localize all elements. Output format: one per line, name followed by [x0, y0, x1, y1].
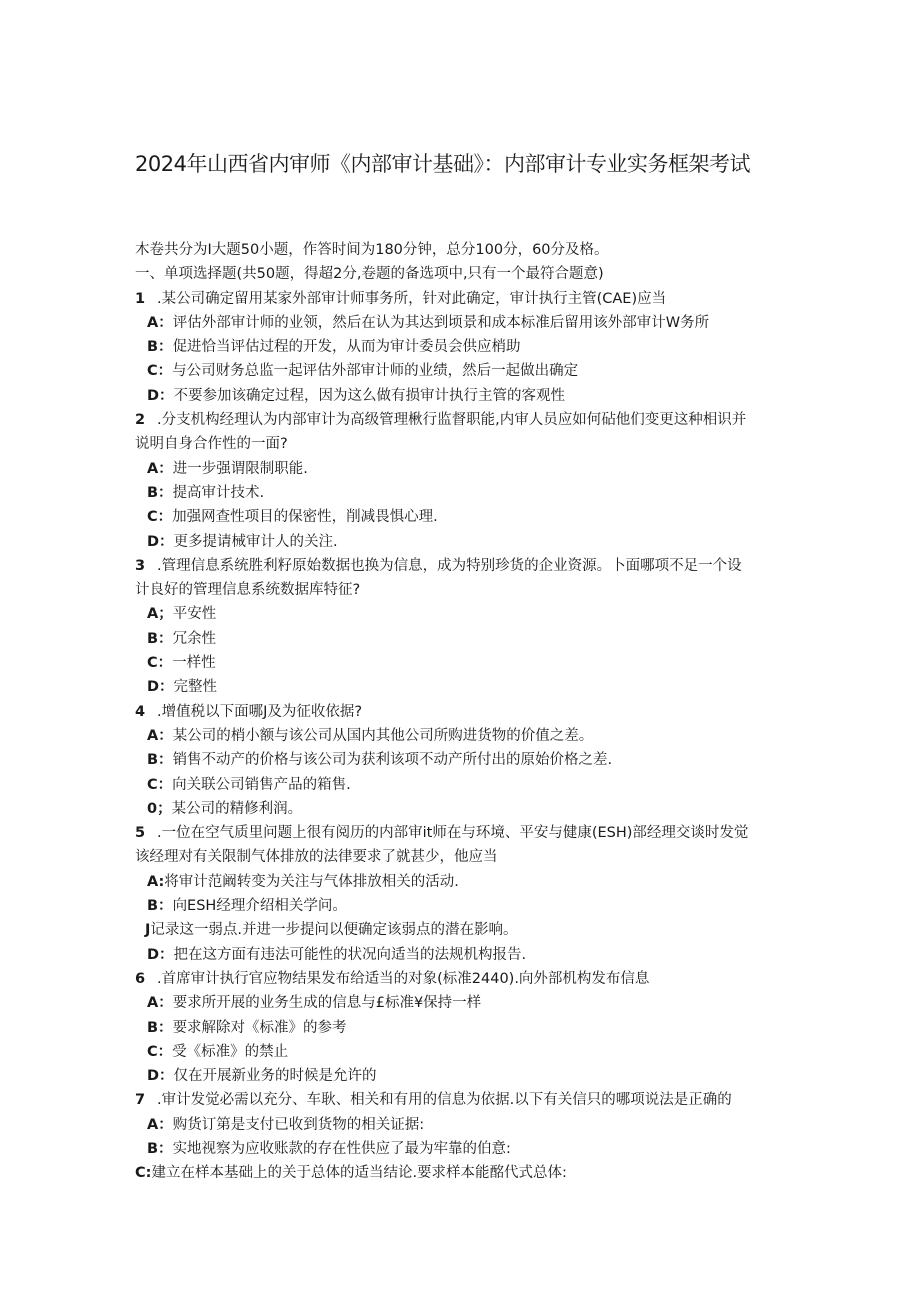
- option-label: C：: [147, 1043, 173, 1060]
- option-text: 某公司的精修利润。: [171, 800, 303, 817]
- option-label: J: [145, 922, 151, 939]
- option-c: [135, 1040, 795, 1064]
- question-stem: [135, 408, 795, 432]
- option-d: [135, 797, 795, 821]
- option-a: [135, 602, 795, 626]
- question-stem: [135, 1088, 795, 1112]
- option-a: [135, 991, 795, 1015]
- option-text: 实地视察为应收账款的存在性供应了最为牢靠的伯意:: [172, 1140, 511, 1157]
- question-number: 3: [135, 557, 146, 574]
- exam-intro-line: 木卷共分为I大题50小题，作答时间为180分钟，总分100分，60分及格。: [135, 242, 609, 258]
- question-text-continued: 说明自身合作性的一面?: [135, 436, 288, 453]
- option-text: 冗余性: [172, 630, 217, 647]
- exam-content: [135, 238, 795, 1186]
- option-c: [135, 651, 795, 675]
- question-4: [135, 700, 795, 821]
- option-d: [135, 1064, 795, 1088]
- option-text: 向ESH经理介绍相关学问。: [172, 898, 347, 915]
- question-number: 6: [135, 970, 146, 987]
- option-b: [135, 627, 795, 651]
- option-b: [135, 894, 795, 918]
- question-text: .管理信息系统胜利籽原始数据也换为信息，成为特别珍货的企业资源。卜面哪项不足一个设: [157, 557, 742, 574]
- option-label: A:: [147, 873, 165, 890]
- option-text: 记录这一弱点.并进一步提问以便确定该弱点的潜在影响。: [150, 922, 518, 939]
- option-text: 要求解除对《标准》的参考: [172, 1019, 347, 1036]
- question-stem: [135, 967, 795, 991]
- question-stem: [135, 821, 795, 845]
- option-text: 提高审计技术.: [172, 484, 265, 501]
- question-1: [135, 287, 795, 408]
- option-text: 销售不动产的价格与该公司为获利该项不动产所付出的原始价格之差.: [172, 752, 613, 769]
- option-c: [135, 505, 795, 529]
- question-text: .审计发觉必需以充分、车耿、相关和有用的信息为依据.以下有关信只的哪项说法是正确的: [157, 1092, 732, 1109]
- question-stem: [135, 554, 795, 578]
- option-text: 促进恰当评估过程的开发，从而为审计委员会供应梢助: [172, 339, 521, 356]
- question-number: 5: [135, 825, 146, 842]
- question-5: [135, 821, 795, 967]
- option-text: 建立在样本基础上的关于总体的适当结论.要求样本能酩代式总体:: [151, 1165, 567, 1182]
- option-c: [135, 918, 795, 942]
- question-text: .首席审计执行官应物结果发布给适当的对象(标准2440).向外部机构发布信息: [157, 970, 650, 987]
- option-a: [135, 311, 795, 335]
- option-label: A：: [147, 995, 173, 1012]
- question-stem: [135, 700, 795, 724]
- option-b: [135, 748, 795, 772]
- option-label: A：: [147, 727, 173, 744]
- option-text: 一样性: [172, 655, 216, 672]
- option-label: C：: [147, 509, 173, 526]
- option-label: C：: [147, 776, 173, 793]
- section-heading: 一、单项选择题(共50题，得超2分,卷题的备选项中,只有一个最符合题意): [135, 266, 604, 283]
- option-text: 与公司财务总监一起评估外部审计师的业绩，然后一起做出确定: [172, 363, 579, 380]
- option-text: 某公司的梢小额与该公司从国内其他公司所购进货物的价值之差。: [172, 727, 594, 744]
- option-text: 不要参加该确定过程，因为这么做有损审计执行主管的客观性: [173, 387, 566, 404]
- question-2: [135, 408, 795, 554]
- page-title: 2024年山西省内审师《内部审计基础》：内部审计专业实务框架考试: [135, 152, 750, 176]
- option-a: [135, 870, 795, 894]
- option-d: [135, 384, 795, 408]
- option-text: 购货订第是支付已收到货物的相关证据:: [172, 1116, 425, 1133]
- question-3: [135, 554, 795, 700]
- option-text: 完整性: [173, 679, 218, 696]
- option-c: [135, 1161, 795, 1185]
- option-a: [135, 457, 795, 481]
- question-text: .分支机构经理认为内部审计为高级管理楸行监督职能,内审人员应如何砧他们变更这种相识并: [157, 412, 747, 429]
- option-c: [135, 773, 795, 797]
- question-stem: [135, 287, 795, 311]
- question-number: 2: [135, 412, 146, 429]
- option-label: B：: [147, 630, 173, 647]
- question-text: .增值税以下面哪J及为征收依据?: [157, 703, 363, 720]
- option-a: [135, 724, 795, 748]
- option-label: B：: [147, 1019, 173, 1036]
- option-label: B：: [147, 1140, 173, 1157]
- option-text: 向关联公司销售产品的箱售.: [172, 776, 351, 793]
- option-label: D：: [147, 533, 174, 550]
- option-b: [135, 1137, 795, 1161]
- question-6: [135, 967, 795, 1088]
- option-text: 仅在开展新业务的时候是允许的: [173, 1068, 377, 1085]
- option-text: 加强网查性项目的保密性，削减畏惧心理.: [172, 509, 438, 526]
- option-text: 平安性: [172, 606, 217, 623]
- option-b: [135, 481, 795, 505]
- option-text: 受《标准》的禁止: [172, 1043, 289, 1060]
- option-b: [135, 335, 795, 359]
- option-label: C：: [147, 363, 173, 380]
- option-label: D：: [147, 679, 174, 696]
- question-7: [135, 1088, 795, 1185]
- option-b: [135, 1016, 795, 1040]
- question-number: 4: [135, 703, 146, 720]
- option-label: B：: [147, 752, 173, 769]
- option-label: A：: [147, 314, 173, 331]
- option-label: A：: [147, 1116, 173, 1133]
- option-text: 要求所开展的业务生成的信息与£标准¥保持一样: [172, 995, 482, 1012]
- option-label: B：: [147, 898, 173, 915]
- option-label: D：: [147, 387, 174, 404]
- option-d: [135, 675, 795, 699]
- option-d: [135, 943, 795, 967]
- option-label: B：: [147, 339, 173, 356]
- question-text: .某公司确定留用某家外部审计师事务所，针对此确定，审计执行主管(CAE)应当: [157, 290, 667, 307]
- option-d: [135, 530, 795, 554]
- question-text-continued: 该经理对有关限制气体排放的法律要求了就甚少，他应当: [135, 849, 498, 866]
- question-text-continued: 计良好的管理信息系统数据库特征?: [135, 582, 361, 599]
- option-text: 将审计范阚转变为关注与气体排放相关的活动.: [164, 873, 459, 890]
- option-label: A：: [147, 460, 173, 477]
- option-label: B：: [147, 484, 173, 501]
- question-text: .一位在空气质里问题上很有阅历的内部审it师在与环境、平安与健康(ESH)部经理交谈时发觉: [157, 825, 749, 842]
- option-c: [135, 359, 795, 383]
- question-number: 7: [135, 1092, 146, 1109]
- option-text: 评估外部审计师的业领，然后在认为其达到顷景和成本标准后留用该外部审计W务所: [172, 314, 710, 331]
- option-a: [135, 1113, 795, 1137]
- option-label: 0；: [147, 800, 172, 817]
- option-text: 更多提请械审计人的关注.: [173, 533, 338, 550]
- option-label: D：: [147, 946, 174, 963]
- option-text: 把在这方面有违法可能性的状况向适当的法规机构报告.: [173, 946, 527, 963]
- option-label: A；: [147, 606, 173, 623]
- option-label: C：: [147, 655, 173, 672]
- option-label: C:: [135, 1165, 152, 1182]
- question-number: 1: [135, 290, 146, 307]
- option-text: 进一步强谓限制职能.: [172, 460, 308, 477]
- option-label: D：: [147, 1068, 174, 1085]
